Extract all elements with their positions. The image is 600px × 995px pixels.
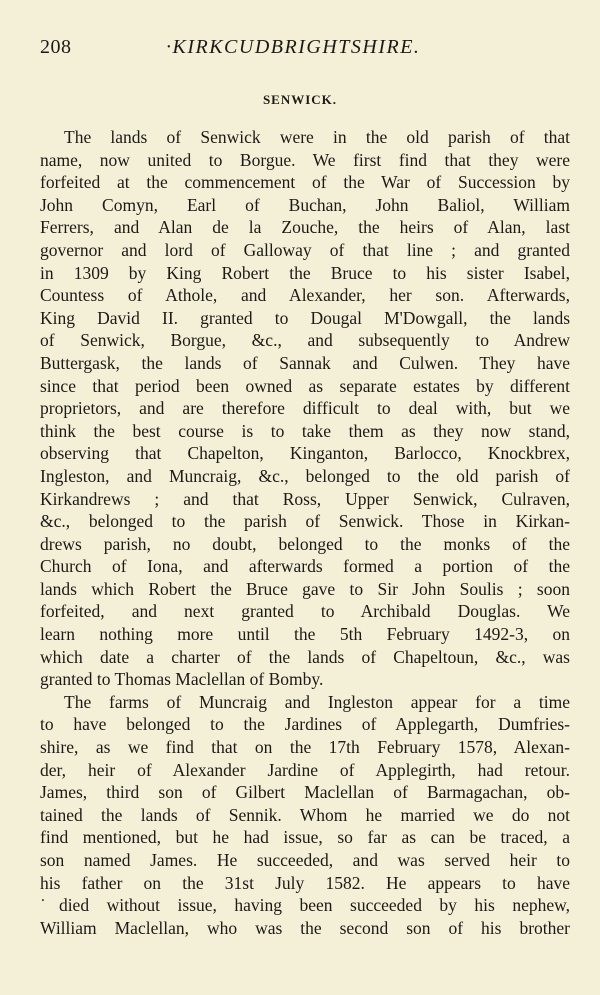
text-line: der, heir of Alexander Jardine of Applegirth, had retour. [40,759,570,780]
body-text [40,126,570,939]
text-line: since that period been owned as separate estates by different [40,375,570,396]
text-line: James, third son of Gilbert Maclellan of Barmagachan, ob- [40,782,570,803]
text-line: &c., belonged to the parish of Senwick. Those in Kirkan- [40,511,570,532]
text-line: John Comyn, Earl of Buchan, John Baliol, William [40,194,570,215]
text-line: proprietors, and are therefore difficult to deal with, but we [40,398,570,419]
running-head: ·KIRKCUDBRIGHTSHIRE. [166,36,421,58]
text-line: of Senwick, Borgue, &c., and subsequently to Andrew [40,330,570,351]
text-line: The lands of Senwick were in the old parish of that [64,127,570,147]
text-line: King David II. granted to Dougal M'Dowgall, the lands [40,307,570,328]
text-line: shire, as we find that on the 17th February 1578, Alexan- [40,737,570,758]
text-line: think the best course is to take them as they now stand, [40,420,570,441]
text-line: Ingleston, and Muncraig, &c., belonged to the old parish of [40,465,570,486]
text-line: observing that Chapelton, Kinganton, Barlocco, Knockbrex, [40,443,570,464]
page-number: 208 [40,36,72,58]
text-line: drews parish, no doubt, belonged to the monks of the [40,533,570,554]
text-line: name, now united to Borgue. We first find that they were [40,149,570,170]
text-line: Buttergask, the lands of Sannak and Culwen. They have [40,352,570,373]
text-line: lands which Robert the Bruce gave to Sir John Soulis ; soon [40,578,570,599]
text-line: granted to Thomas Maclellan of Bomby. [40,669,324,690]
text-line: find mentioned, but he had issue, so far as can be traced, a [40,827,570,848]
text-line: ˙died without issue, having been succeeded by his nephew, [40,895,570,916]
text-line: Kirkandrews ; and that Ross, Upper Senwick, Culraven, [40,488,570,509]
section-title: SENWICK. [262,92,338,107]
text-line: Church of Iona, and afterwards formed a portion of the [40,556,570,577]
text-line: son named James. He succeeded, and was served heir to [40,850,570,870]
text-line: Countess of Athole, and Alexander, her son. Afterwards, [40,285,570,306]
text-line: Ferrers, and Alan de la Zouche, the heirs of Alan, last [40,217,570,238]
text-line: William Maclellan, who was the second son of his brother [40,917,570,938]
text-line: forfeited at the commencement of the War of Succession by [40,172,570,193]
text-line: governor and lord of Galloway of that line ; and granted [40,239,570,260]
text-line: forfeited, and next granted to Archibald Douglas. We [40,601,570,622]
text-line: which date a charter of the lands of Chapeltoun, &c., was [40,646,570,667]
text-line: to have belonged to the Jardines of Applegarth, Dumfries- [40,714,570,735]
text-line: in 1309 by King Robert the Bruce to his sister Isabel, [40,262,570,283]
text-line: tained the lands of Sennik. Whom he married we do not [40,804,570,825]
text-line: his father on the 31st July 1582. He appears to have [40,872,570,893]
text-line: learn nothing more until the 5th February 1492-3, on [40,624,570,645]
text-line: The farms of Muncraig and Ingleston appear for a time [64,691,570,712]
